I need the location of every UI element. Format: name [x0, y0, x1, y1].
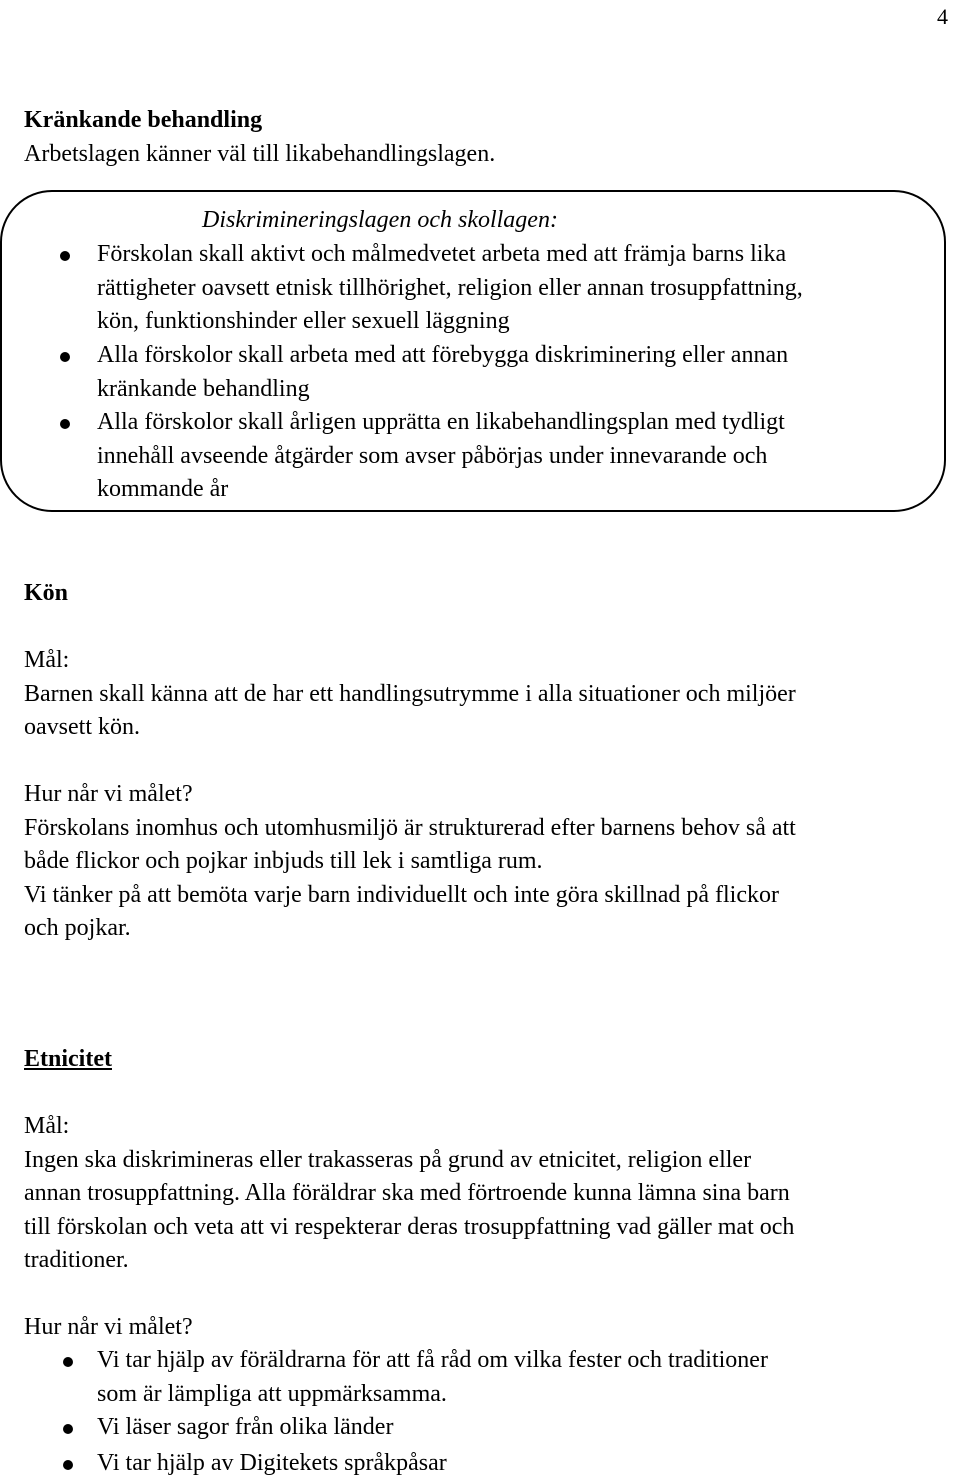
- section-heading: Etnicitet: [24, 1046, 112, 1072]
- section-heading: Kränkande behandling: [24, 107, 263, 133]
- bullet-icon: [60, 352, 70, 362]
- paragraph-line: annan trosuppfattning. Alla föräldrar ska med förtroende kunna lämna sina barn: [24, 1180, 790, 1206]
- section-etnicitet: [24, 1043, 954, 1345]
- list-item-line: kön, funktionshinder eller sexuell läggning: [97, 308, 510, 334]
- bullet-icon: [60, 251, 70, 261]
- goal-label: Mål:: [24, 647, 70, 673]
- paragraph-line: Arbetslagen känner väl till likabehandlingslagen.: [24, 140, 496, 167]
- list-item-line: Alla förskolor skall årligen upprätta en likabehandlingsplan med tydligt: [97, 409, 785, 435]
- paragraph-line: oavsett kön.: [24, 714, 140, 740]
- paragraph-line: både flickor och pojkar inbjuds till lek i samtliga rum.: [24, 848, 543, 874]
- list-item-line: som är lämpliga att uppmärksamma.: [97, 1380, 447, 1407]
- list-item-line: Vi läser sagor från olika länder: [97, 1414, 394, 1440]
- bullet-icon: [63, 1424, 73, 1434]
- paragraph-line: Vi tänker på att bemöta varje barn individuellt och inte göra skillnad på flickor: [24, 881, 779, 908]
- section-kon: [24, 577, 954, 946]
- goal-label: Mål:: [24, 1113, 70, 1139]
- list-item-line: Alla förskolor skall arbeta med att förebygga diskriminering eller annan: [97, 342, 789, 368]
- bullet-icon: [63, 1357, 73, 1367]
- paragraph-line: Förskolans inomhus och utomhusmiljö är strukturerad efter barnens behov så att: [24, 814, 796, 841]
- how-label: Hur når vi målet?: [24, 781, 193, 807]
- list-item-line: innehåll avseende åtgärder som avser påbörjas under innevarande och: [97, 442, 768, 469]
- list-item-line: rättigheter oavsett etnisk tillhörighet, religion eller annan trosuppfattning,: [97, 274, 803, 301]
- section-heading: Kön: [24, 580, 69, 606]
- paragraph-line: traditioner.: [24, 1247, 129, 1273]
- page-number: 4: [937, 4, 948, 29]
- list-item-line: Förskolan skall aktivt och målmedvetet arbeta med att främja barns lika: [97, 241, 787, 267]
- section-krankande: [24, 104, 954, 171]
- list-item-line: kommande år: [97, 476, 229, 502]
- how-label: Hur når vi målet?: [24, 1314, 193, 1340]
- list-item-line: Vi tar hjälp av Digitekets språkpåsar: [97, 1450, 447, 1476]
- bullet-icon: [63, 1460, 73, 1470]
- paragraph-line: till förskolan och veta att vi respekterar deras trosuppfattning vad gäller mat och: [24, 1213, 795, 1240]
- list-item-line: Vi tar hjälp av föräldrarna för att få råd om vilka fester och traditioner: [97, 1347, 768, 1373]
- list-item-line: kränkande behandling: [97, 375, 310, 402]
- paragraph-line: Ingen ska diskrimineras eller trakasseras på grund av etnicitet, religion eller: [24, 1146, 752, 1173]
- paragraph-line: Barnen skall känna att de har ett handlingsutrymme i alla situationer och miljöer: [24, 680, 796, 707]
- law-frame-content: [0, 190, 946, 512]
- bullet-icon: [60, 419, 70, 429]
- frame-title: Diskrimineringslagen och skollagen:: [202, 207, 558, 233]
- paragraph-line: och pojkar.: [24, 915, 131, 941]
